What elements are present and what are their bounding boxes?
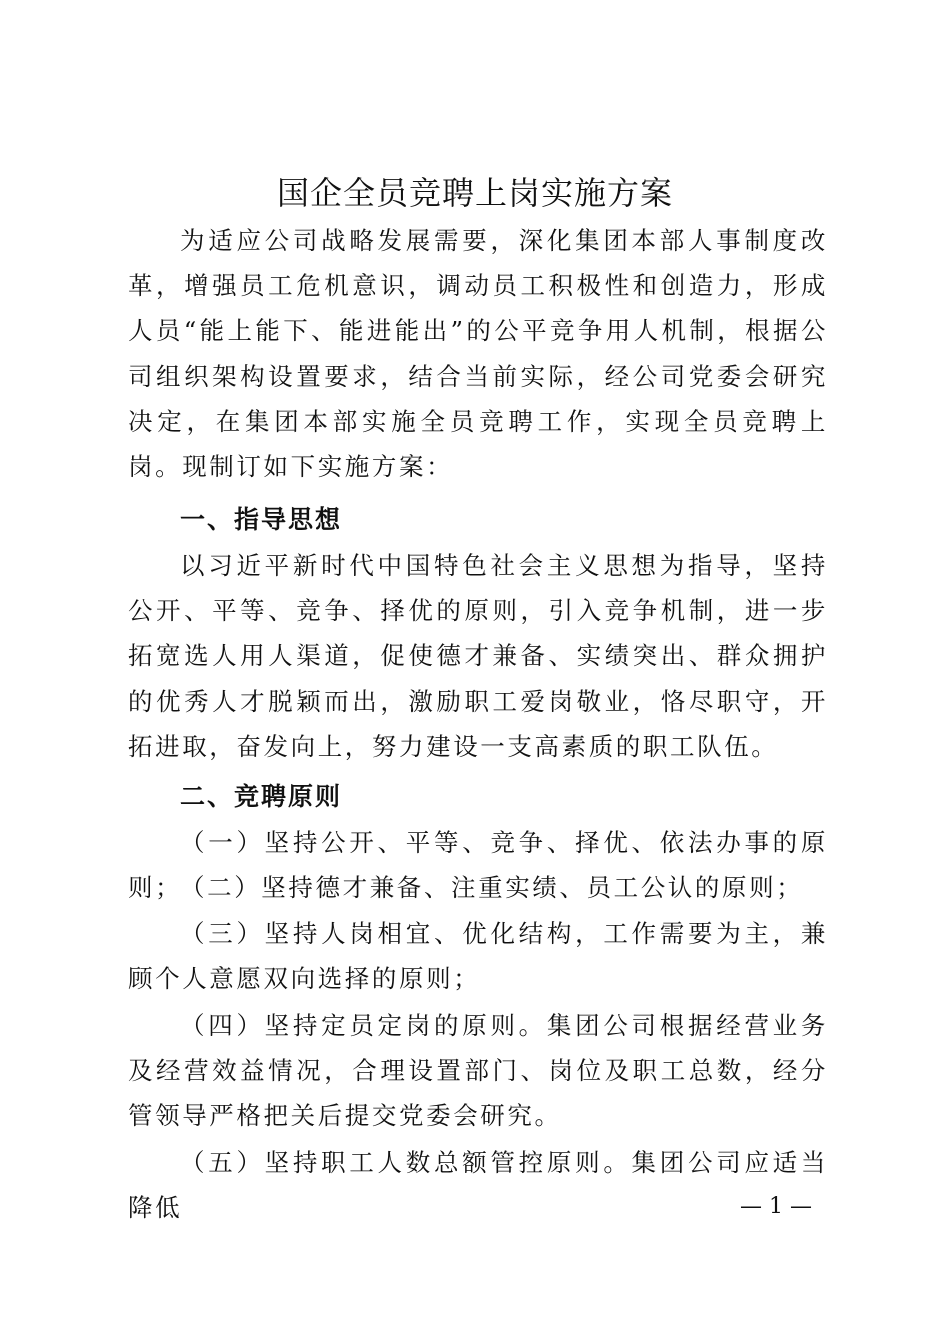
principle-item: （三）坚持人岗相宜、优化结构，工作需要为主，兼顾个人意愿双向选择的原则；: [128, 919, 828, 994]
page-number: — 1 —: [740, 1194, 812, 1219]
principle-item: （五）坚持职工人数总额管控原则。集团公司应适当降低: [128, 1148, 828, 1223]
page-title: 国企全员竞聘上岗实施方案: [276, 174, 673, 212]
section-heading-guiding-ideology: 一、指导思想: [180, 505, 343, 534]
principle-item: （一）坚持公开、平等、竞争、择优、依法办事的原则；: [128, 828, 828, 903]
principle-item: （四）坚持定员定岗的原则。集团公司根据经营业务及经营效益情况，合理设置部门、岗位及职工总数，经分管领导严格把关后提交党委会研究。: [128, 1011, 828, 1131]
principle-item: （二）坚持德才兼备、注重实绩、员工公认的原则；: [180, 873, 804, 902]
section-heading-principles: 二、竞聘原则: [180, 782, 343, 811]
intro-paragraph: 为适应公司战略发展需要，深化集团本部人事制度改革，增强员工危机意识，调动员工积极性和创造力，形成人员“能上能下、能进能出”的公平竞争用人机制，根据公司组织架构设置要求，结合当前实际，经公司党委会研究决定，在集团本部实施全员竞聘工作，实现全员竞聘上岗。现制订如下实施方案：: [128, 226, 828, 482]
guiding-ideology-paragraph: 以习近平新时代中国特色社会主义思想为指导，坚持公开、平等、竞争、择优的原则，引入竞争机制，进一步拓宽选人用人渠道，促使德才兼备、实绩突出、群众拥护的优秀人才脱颖而出，激励职工爱岗敬业，恪尽职守，开拓进取，奋发向上，努力建设一支高素质的职工队伍。: [128, 551, 828, 761]
